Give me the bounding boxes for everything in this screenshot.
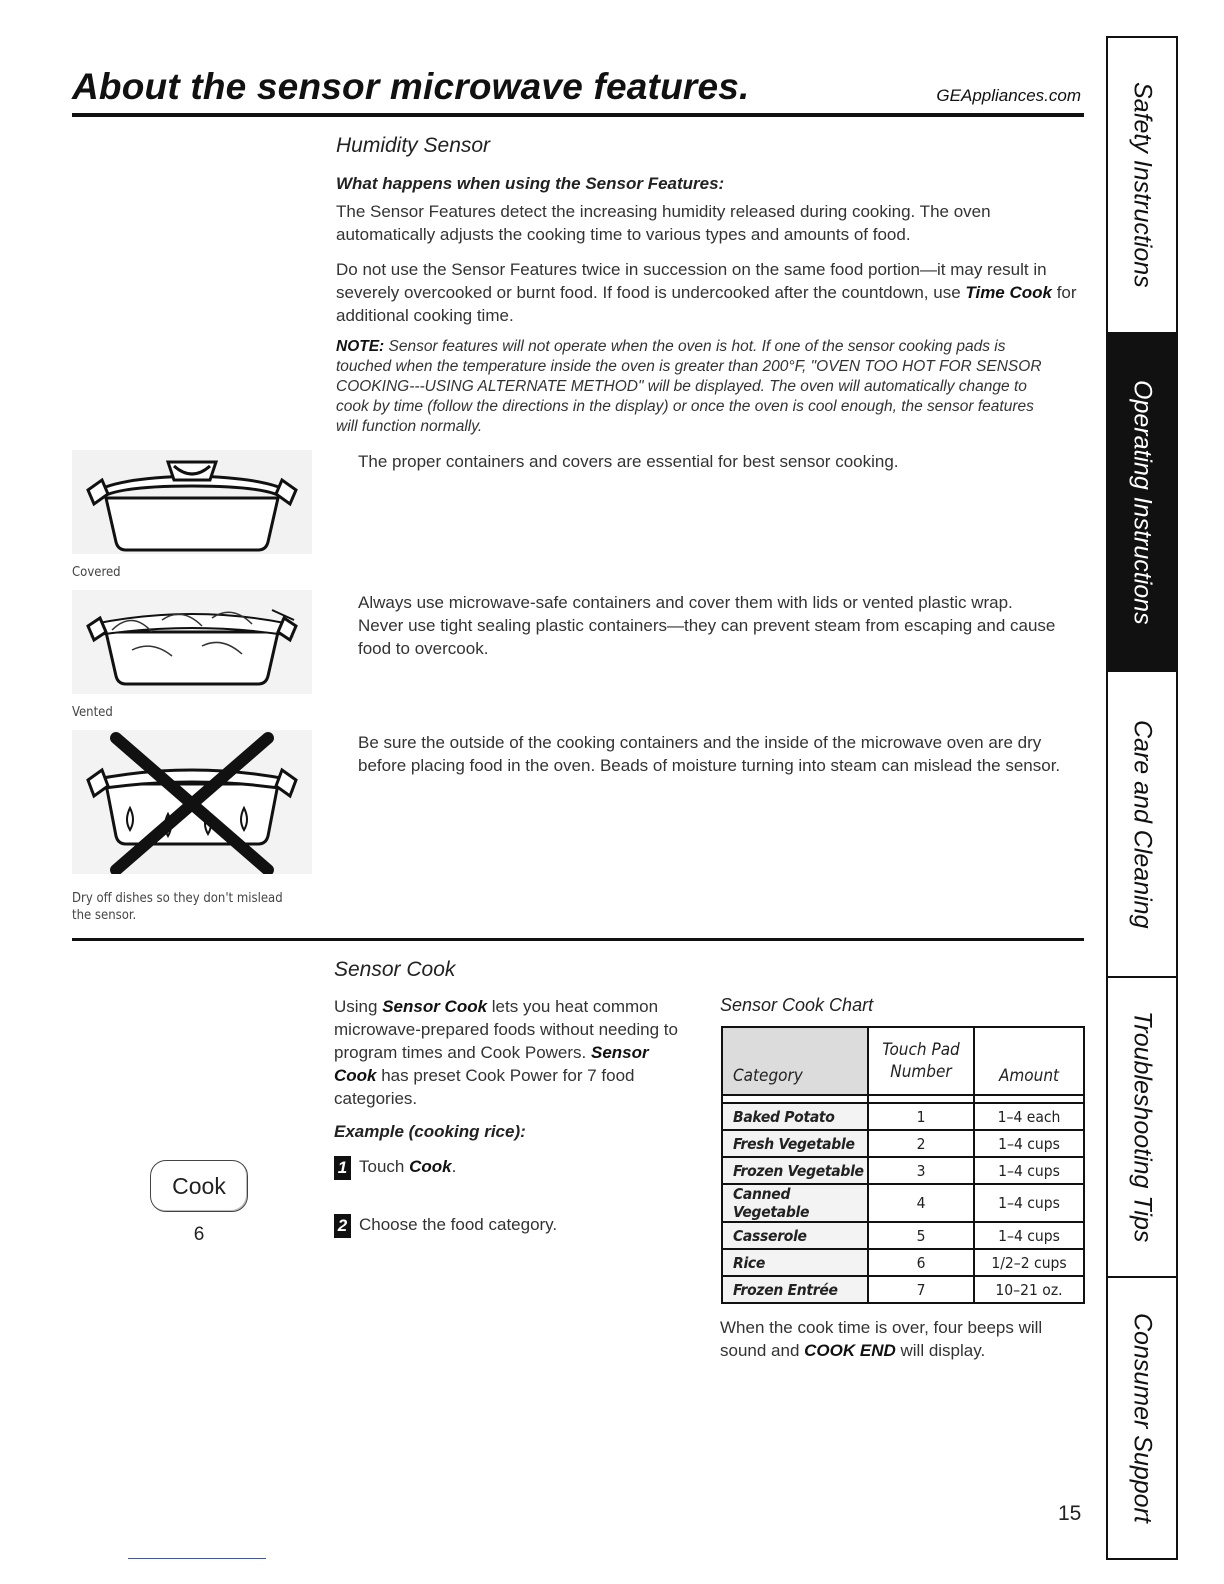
wet-dish-illustration [72,730,312,874]
chart-cell-number: 1 [868,1103,974,1130]
chart-cell-number: 7 [868,1276,974,1303]
chart-cell-amount: 10–21 oz. [974,1276,1084,1303]
sensor-note: NOTE: Sensor features will not operate when the oven is hot. If one of the sensor cooking pads is touched when the temperature inside the oven is greater than 200°F, "OVEN TOO HOT FOR SENSOR COOKING---USING ALTERNATE METHOD" will be displayed. The oven will automatically change to cook by time (follow the directions in the display) or once the oven is cool enough, the sensor features will function normally. [336,338,1042,435]
sensor-features-subheading: What happens when using the Sensor Features: [336,174,725,193]
step-2: 2 Choose the food category. [334,1213,557,1238]
chart-row [722,1157,1084,1184]
time-cook-term: Time Cook [965,283,1052,302]
chart-row [722,1130,1084,1157]
chart-cell-category: Rice [722,1249,868,1276]
sensor-cook-chart [721,1026,1085,1304]
covered-dish-illustration [72,450,312,554]
chart-cell-category: Casserole [722,1222,868,1249]
tab-consumer-support[interactable]: Consumer Support [1128,1313,1157,1523]
humidity-sensor-heading: Humidity Sensor [336,134,491,157]
tab-troubleshooting-tips[interactable]: Troubleshooting Tips [1108,978,1176,1278]
cook-end-text: When the cook time is over, four beeps will sound and COOK END will display. [720,1318,1043,1360]
cook-button-number: 6 [193,1224,205,1245]
chart-cell-number: 3 [868,1157,974,1184]
dry-text: Be sure the outside of the cooking containers and the inside of the microwave oven are dry before placing food in the oven. Beads of moisture turning into steam can mislead the sensor. [358,733,1061,775]
chart-cell-category: Baked Potato [722,1103,868,1130]
site-url[interactable]: GEAppliances.com [936,86,1081,105]
tab-safety-instructions[interactable]: Safety Instructions [1108,38,1176,334]
section-divider [72,938,1084,941]
chart-cell-amount: 1–4 cups [974,1222,1084,1249]
chart-cell-category: Fresh Vegetable [722,1130,868,1157]
chart-cell-category: Frozen Vegetable [722,1157,868,1184]
chart-cell-number: 6 [868,1249,974,1276]
chart-cell-amount: 1–4 cups [974,1130,1084,1157]
chart-cell-number: 2 [868,1130,974,1157]
chart-row [722,1222,1084,1249]
title-rule [72,113,1084,117]
humidity-para-2: Do not use the Sensor Features twice in succession on the same food portion—it may result in severely overcooked or burnt food. If food is undercooked after the countdown, use Time Cook for additional cooking time. [336,260,1077,325]
tab-operating-instructions[interactable]: Operating Instructions [1108,334,1176,672]
vented-text: Always use microwave-safe containers and cover them with lids or vented plastic wrap. Never use tight sealing plastic containers—they can prevent steam from escaping and cause food to overcook. [358,593,1056,658]
example-heading: Example (cooking rice): [334,1122,526,1141]
bottom-link-underline [128,1558,266,1559]
chart-cell-number: 5 [868,1222,974,1249]
vented-dish-illustration [72,590,312,694]
chart-cell-category: Canned Vegetable [722,1184,868,1222]
chart-cell-category: Frozen Entrée [722,1276,868,1303]
step-2-badge: 2 [334,1214,351,1238]
chart-cell-amount: 1–4 cups [974,1157,1084,1184]
chart-row [722,1249,1084,1276]
chart-cell-amount: 1–4 cups [974,1184,1084,1222]
containers-text: The proper containers and covers are essential for best sensor cooking. [358,452,899,471]
col-amount: Amount [974,1027,1084,1095]
col-touch-pad-number: Touch Pad Number [868,1027,974,1095]
sensor-cook-intro: Using Sensor Cook lets you heat common microwave-prepared foods without needing to program times and Cook Powers. Sensor Cook has preset Cook Power for 7 food categories. [334,997,678,1108]
chart-row [722,1103,1084,1130]
chart-title: Sensor Cook Chart [720,995,874,1015]
page-number: 15 [1058,1502,1082,1525]
dry-caption: Dry off dishes so they don't mislead the sensor. [72,891,283,923]
chart-cell-number: 4 [868,1184,974,1222]
sensor-cook-heading: Sensor Cook [334,958,456,981]
chart-cell-amount: 1/2–2 cups [974,1249,1084,1276]
covered-caption: Covered [72,565,121,580]
vented-caption: Vented [72,705,113,720]
step-1: 1 Touch Cook. [334,1155,456,1180]
chart-cell-amount: 1–4 each [974,1103,1084,1130]
page-title: About the sensor microwave features. [72,66,750,107]
chart-row [722,1184,1084,1222]
chart-row [722,1276,1084,1303]
side-tabs [1106,36,1178,1560]
note-label: NOTE: [336,338,385,355]
humidity-para-1: The Sensor Features detect the increasing humidity released during cooking. The oven automatically adjusts the cooking time to various types and amounts of food. [336,202,991,244]
cook-button[interactable]: Cook [150,1160,248,1212]
tab-care-and-cleaning[interactable]: Care and Cleaning [1108,672,1176,978]
step-1-badge: 1 [334,1156,351,1180]
col-category: Category [722,1027,868,1095]
